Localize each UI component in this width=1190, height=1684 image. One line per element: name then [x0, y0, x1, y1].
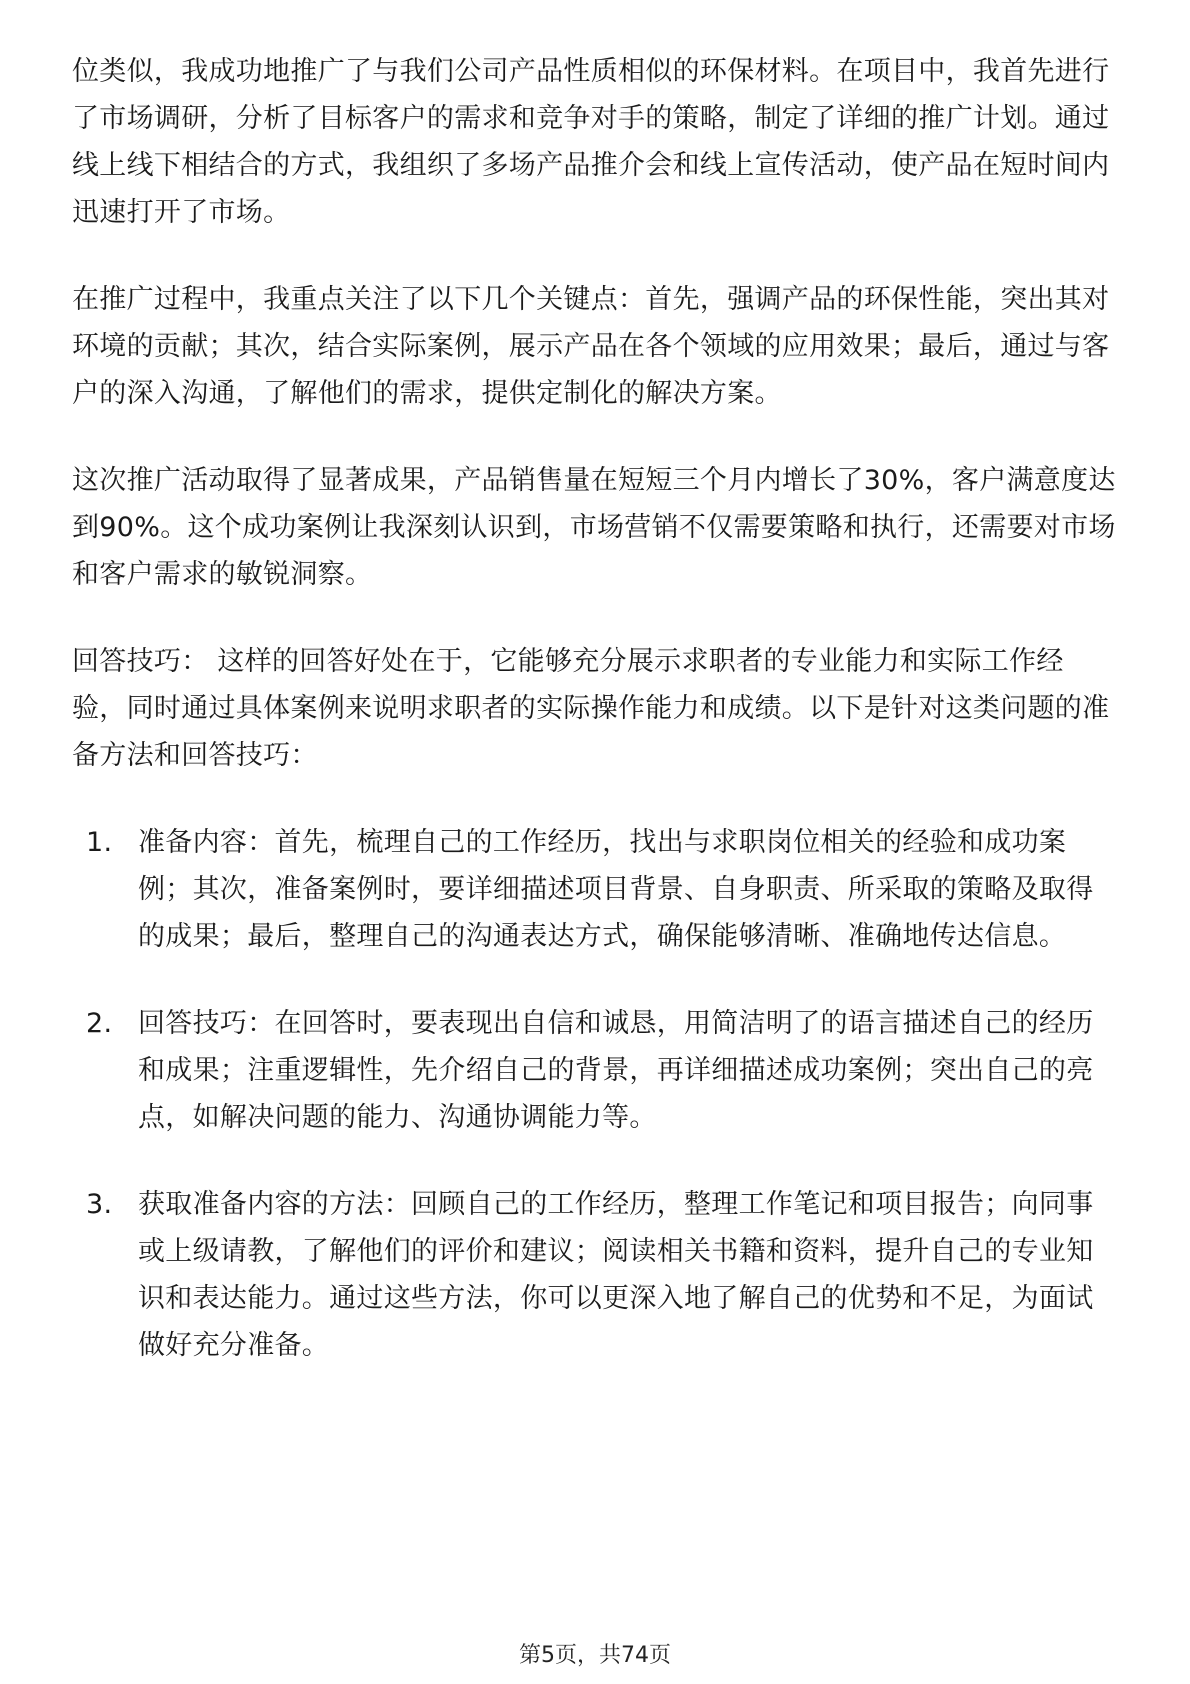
paragraph-key-points: 在推广过程中，我重点关注了以下几个关键点：首先，强调产品的环保性能，突出其对环境的贡献；其次，结合实际案例，展示产品在各个领域的应用效果；最后，通过与客户的深入沟通，了解他们的需求，提供定制化的解决方案。: [72, 284, 1110, 409]
list-item-number: 3.: [86, 1189, 113, 1220]
document-body: [72, 48, 1118, 1409]
paragraph-case-intro: 位类似，我成功地推广了与我们公司产品性质相似的环保材料。在项目中，我首先进行了市场调研，分析了目标客户的需求和竞争对手的策略，制定了详细的推广计划。通过线上线下相结合的方式，我组织了多场产品推介会和线上宣传活动，使产品在短时间内迅速打开了市场。: [72, 56, 1110, 228]
list-item-text: 获取准备内容的方法：回顾自己的工作经历，整理工作笔记和项目报告；向同事或上级请教，了解他们的评价和建议；阅读相关书籍和资料，提升自己的专业知识和表达能力。通过这些方法，你可以更深入地了解自己的优势和不足，为面试做好充分准备。: [138, 1189, 1094, 1361]
page-footer: [0, 1641, 1190, 1671]
tips-list: [72, 819, 1118, 1369]
paragraph-results: 这次推广活动取得了显著成果，产品销售量在短短三个月内增长了30%，客户满意度达到90%。这个成功案例让我深刻认识到，市场营销不仅需要策略和执行，还需要对市场和客户需求的敏锐洞察。: [72, 465, 1116, 590]
list-item: [72, 819, 1118, 960]
list-item-number: 2.: [86, 1008, 113, 1039]
list-item: [72, 1181, 1118, 1369]
paragraph-answer-tips: 回答技巧： 这样的回答好处在于，它能够充分展示求职者的专业能力和实际工作经验，同时通过具体案例来说明求职者的实际操作能力和成绩。以下是针对这类问题的准备方法和回答技巧：: [72, 646, 1110, 771]
list-item: [72, 1000, 1118, 1141]
list-item-number: 1.: [86, 827, 113, 858]
page-number: 第5页，共74页: [519, 1643, 671, 1668]
list-item-text: 回答技巧：在回答时，要表现出自信和诚恳，用简洁明了的语言描述自己的经历和成果；注重逻辑性，先介绍自己的背景，再详细描述成功案例；突出自己的亮点，如解决问题的能力、沟通协调能力等。: [138, 1008, 1094, 1133]
list-item-text: 准备内容：首先，梳理自己的工作经历，找出与求职岗位相关的经验和成功案例；其次，准备案例时，要详细描述项目背景、自身职责、所采取的策略及取得的成果；最后，整理自己的沟通表达方式，确保能够清晰、准确地传达信息。: [138, 827, 1094, 952]
